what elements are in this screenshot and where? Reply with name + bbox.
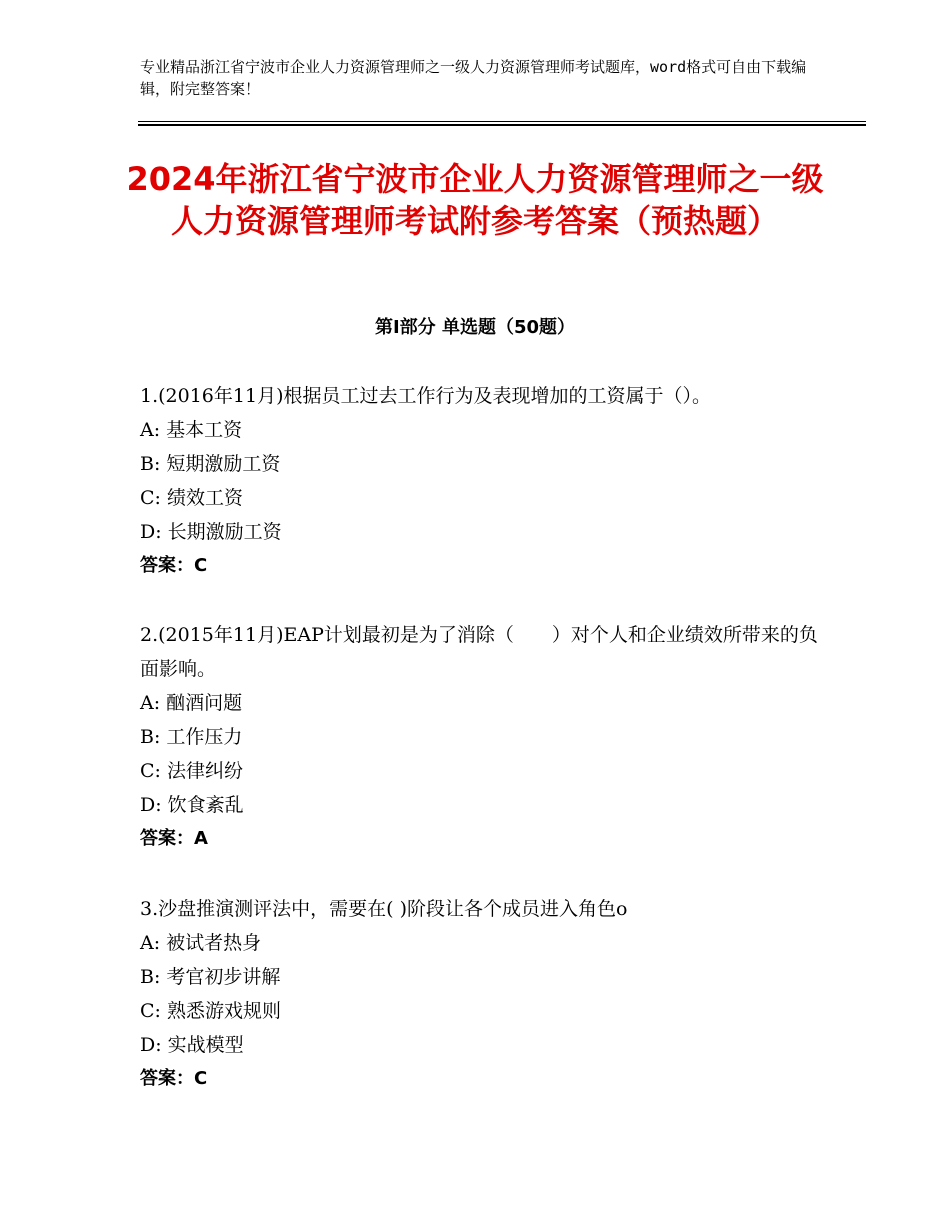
section-title: 第Ⅰ部分 单选题（50题） [374, 317, 575, 338]
option-c: C: 绩效工资 [140, 487, 243, 509]
option-c: C: 法律纠纷 [140, 760, 243, 782]
header-note: 专业精品浙江省宁波市企业人力资源管理师之一级人力资源管理师考试题库，word格式可自由下载编辑，附完整答案！ [140, 58, 807, 98]
option-d: D: 饮食紊乱 [140, 794, 244, 816]
answer: 答案：A [140, 828, 208, 849]
question-text: 1.(2016年11月)根据员工过去工作行为及表现增加的工资属于（）。 [140, 385, 711, 407]
question-1 [140, 379, 820, 583]
option-a: A: 被试者热身 [140, 932, 262, 954]
header-divider [138, 121, 866, 126]
option-d: D: 实战模型 [140, 1034, 244, 1056]
question-2 [140, 618, 820, 856]
document-title: 2024年浙江省宁波市企业人力资源管理师之一级人力资源管理师考试附参考答案（预热题） [126, 160, 824, 240]
question-text: 3.沙盘推演测评法中，需要在( )阶段让各个成员进入角色o [140, 898, 628, 920]
answer: 答案：C [140, 1068, 208, 1089]
question-3 [140, 892, 820, 1096]
option-c: C: 熟悉游戏规则 [140, 1000, 281, 1022]
option-b: B: 考官初步讲解 [140, 966, 281, 988]
question-text: 2.(2015年11月)EAP计划最初是为了消除（ ）对个人和企业绩效所带来的负面影响。 [140, 624, 818, 680]
option-d: D: 长期激励工资 [140, 521, 282, 543]
option-a: A: 酗酒问题 [140, 692, 243, 714]
option-b: B: 短期激励工资 [140, 453, 281, 475]
option-a: A: 基本工资 [140, 419, 243, 441]
answer: 答案：C [140, 555, 208, 576]
option-b: B: 工作压力 [140, 726, 243, 748]
